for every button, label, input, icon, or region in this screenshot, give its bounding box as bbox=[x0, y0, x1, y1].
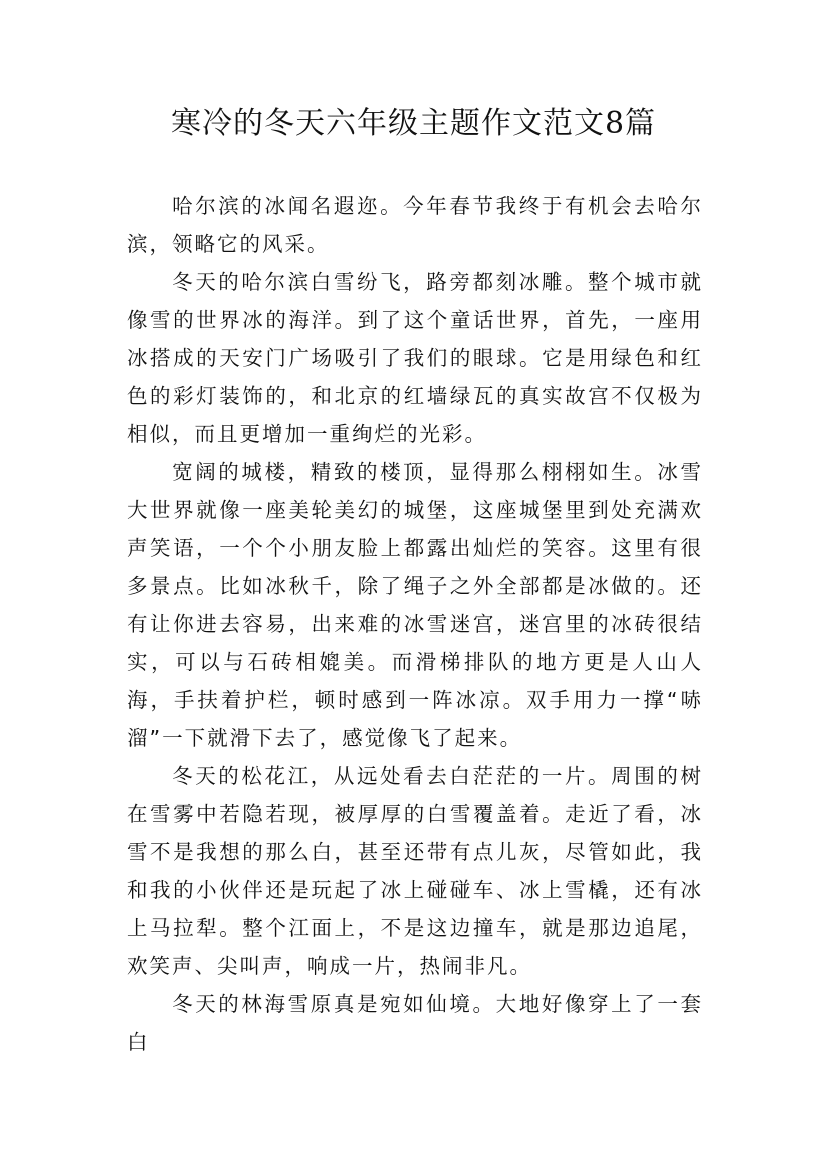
paragraph: 冬天的林海雪原真是宛如仙境。大地好像穿上了一套白 bbox=[127, 992, 703, 1054]
paragraph: 冬天的松花江，从远处看去白茫茫的一片。周围的树在雪雾中若隐若现，被厚厚的白雪覆盖着。走近了看，冰雪不是我想的那么白，甚至还带有点儿灰，尽管如此，我和我的小伙伴还是玩起了冰上碰碰车、冰上雪橇，还有冰上马拉犁。整个江面上，不是这边撞车，就是那边追尾，欢笑声、尖叫声，响成一片，热闹非凡。 bbox=[127, 764, 703, 978]
document-title: 寒冷的冬天六年级主题作文范文8篇 bbox=[170, 106, 657, 141]
paragraph: 宽阔的城楼，精致的楼顶，显得那么栩栩如生。冰雪大世界就像一座美轮美幻的城堡，这座城堡里到处充满欢声笑语，一个个小朋友脸上都露出灿烂的笑容。这里有很多景点。比如冰秋千，除了绳子之外全部都是冰做的。还有让你进去容易，出来难的冰雪迷宫，迷宫里的冰砖很结实，可以与石砖相媲美。而滑梯排队的地方更是人山人海，手扶着护栏，顿时感到一阵冰凉。双手用力一撑“哧溜”一下就滑下去了，感觉像飞了起来。 bbox=[127, 460, 703, 750]
paragraph: 哈尔滨的冰闻名遐迩。今年春节我终于有机会去哈尔滨，领略它的风采。 bbox=[127, 194, 703, 256]
paragraph: 冬天的哈尔滨白雪纷飞，路旁都刻冰雕。整个城市就像雪的世界冰的海洋。到了这个童话世界，首先，一座用冰搭成的天安门广场吸引了我们的眼球。它是用绿色和红色的彩灯装饰的，和北京的红墙绿瓦的真实故宫不仅极为相似，而且更增加一重绚烂的光彩。 bbox=[127, 270, 703, 446]
document-body bbox=[127, 187, 703, 1061]
